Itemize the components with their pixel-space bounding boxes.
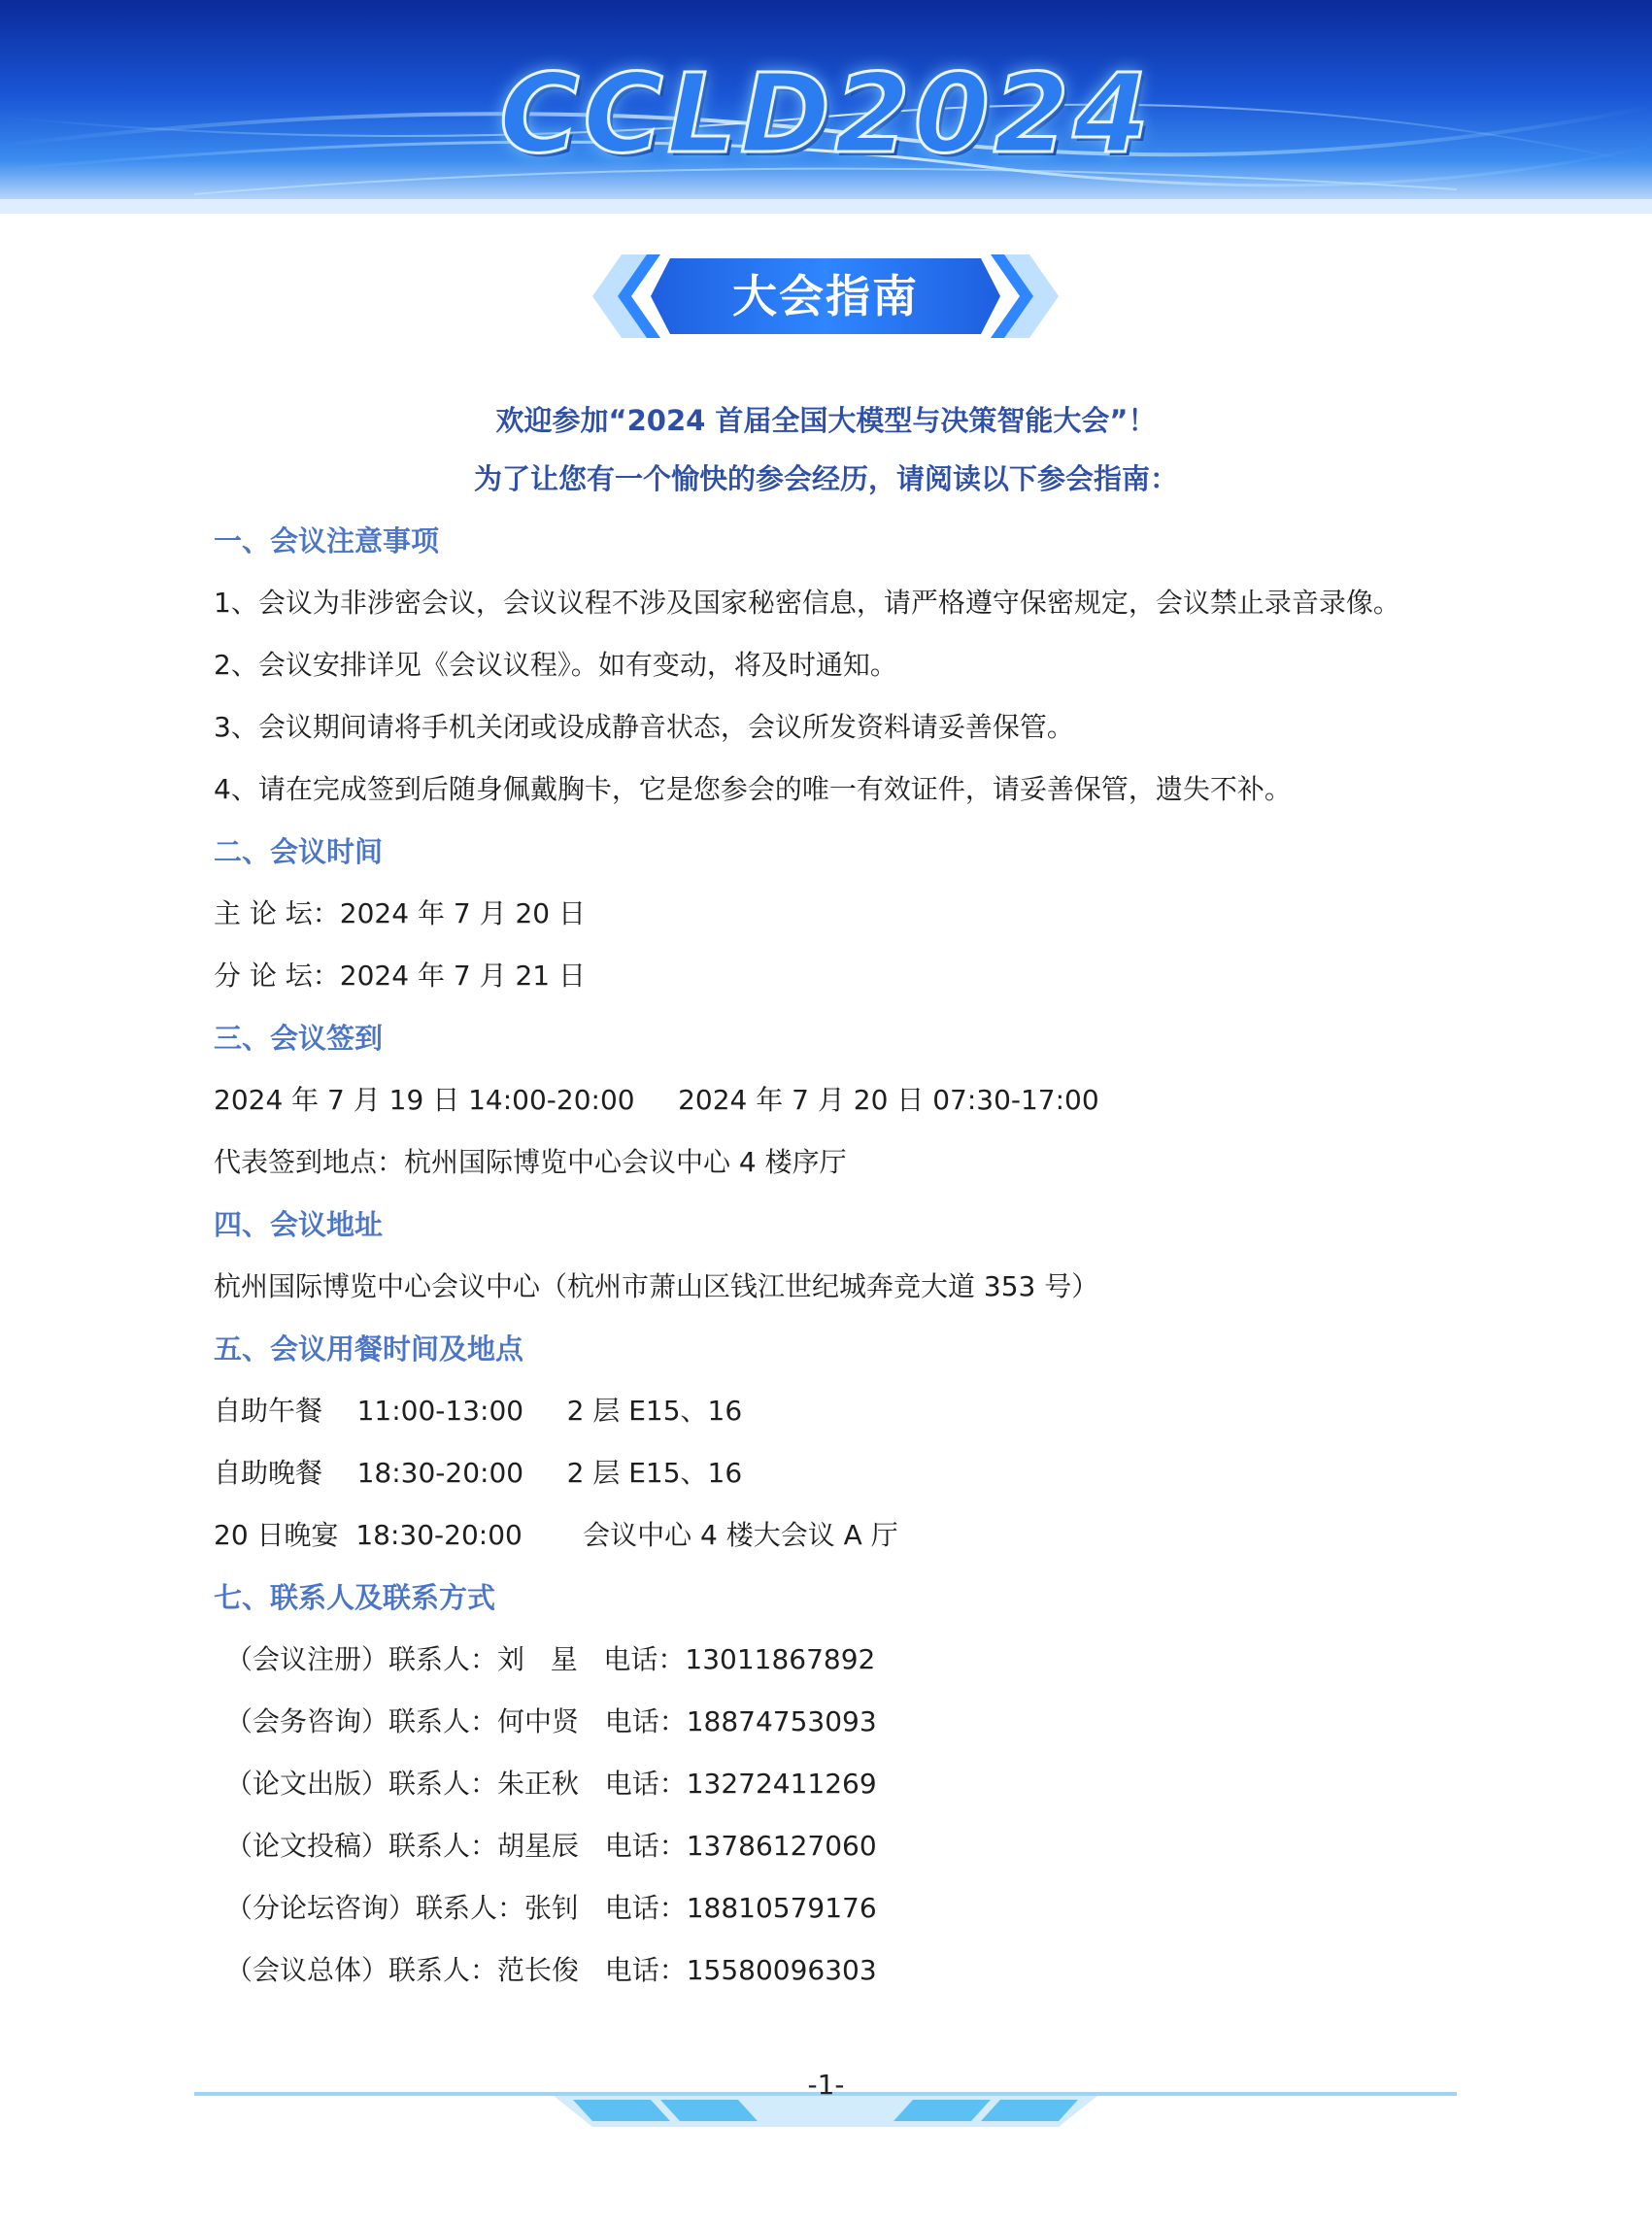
meals-heading: 五、会议用餐时间及地点 <box>214 1332 524 1365</box>
address-heading: 四、会议地址 <box>214 1208 384 1241</box>
notes-item-3: 3、会议期间请将手机关闭或设成静音状态，会议所发资料请妥善保管。 <box>214 711 1074 743</box>
checkin-location: 代表签到地点：杭州国际博览中心会议中心 4 楼序厅 <box>214 1146 847 1178</box>
sub-forum-date: 分 论 坛：2024 年 7 月 21 日 <box>214 960 587 992</box>
meal-dinner: 自助晚餐 18:30-20:00 2 层 E15、16 <box>214 1457 743 1489</box>
notes-heading: 一、会议注意事项 <box>214 524 440 557</box>
address-text: 杭州国际博览中心会议中心（杭州市萧山区钱江世纪城奔竞大道 353 号） <box>214 1270 1099 1302</box>
contact-subforum: （分论坛咨询）联系人：张钊 电话：18810579176 <box>225 1892 877 1924</box>
contacts-heading: 七、联系人及联系方式 <box>214 1581 496 1614</box>
meal-banquet: 20 日晚宴 18:30-20:00 会议中心 4 楼大会议 A 厅 <box>214 1519 898 1551</box>
intro-line-1: 欢迎参加“2024 首届全国大模型与决策智能大会”！ <box>495 404 1157 437</box>
contact-general: （会议总体）联系人：范长俊 电话：15580096303 <box>225 1954 877 1986</box>
page-number: -1- <box>807 2069 845 2101</box>
intro-line-2: 为了让您有一个愉快的参会经历，请阅读以下参会指南： <box>473 462 1178 495</box>
contact-publication: （论文出版）联系人：朱正秋 电话：13272411269 <box>225 1768 877 1800</box>
contact-affairs: （会务咨询）联系人：何中贤 电话：18874753093 <box>225 1705 877 1737</box>
notes-item-1: 1、会议为非涉密会议，会议议程不涉及国家秘密信息，请严格遵守保密规定，会议禁止录音录像。 <box>214 587 1400 619</box>
contact-registration: （会议注册）联系人：刘 星 电话：13011867892 <box>225 1643 876 1675</box>
contact-submission: （论文投稿）联系人：胡星辰 电话：13786127060 <box>225 1830 877 1862</box>
time-heading: 二、会议时间 <box>214 835 384 868</box>
checkin-heading: 三、会议签到 <box>214 1022 384 1055</box>
section-title-ribbon <box>592 254 1059 338</box>
header-banner <box>0 0 1652 214</box>
meal-lunch: 自助午餐 11:00-13:00 2 层 E15、16 <box>214 1395 743 1427</box>
section-title: 大会指南 <box>732 270 919 322</box>
banner-logo-text: CCLD2024 <box>499 51 1153 178</box>
notes-item-2: 2、会议安排详见《会议议程》。如有变动，将及时通知。 <box>214 649 897 681</box>
main-forum-date: 主 论 坛：2024 年 7 月 20 日 <box>214 897 587 929</box>
notes-item-4: 4、请在完成签到后随身佩戴胸卡，它是您参会的唯一有效证件，请妥善保管，遗失不补。 <box>214 773 1292 805</box>
checkin-times: 2024 年 7 月 19 日 14:00-20:00 2024 年 7 月 20 日 07:30-17:00 <box>214 1084 1099 1116</box>
